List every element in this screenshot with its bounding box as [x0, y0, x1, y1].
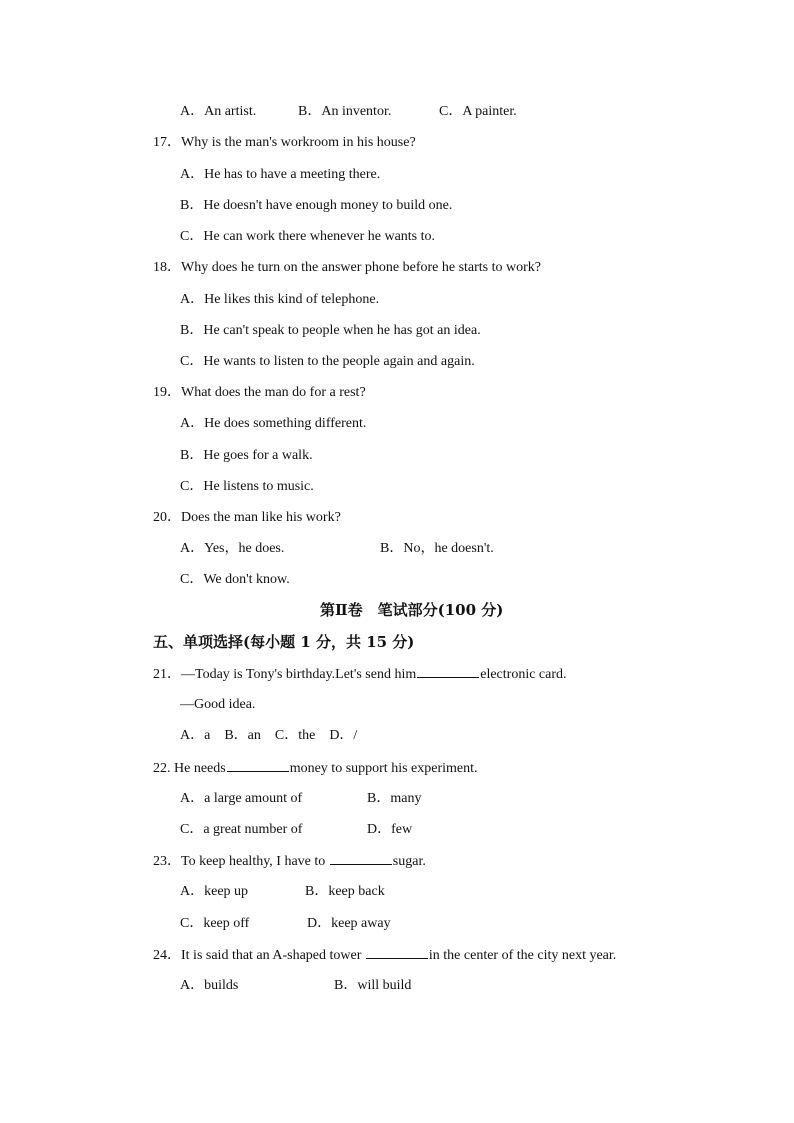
q23-stem [153, 852, 426, 871]
q24-stem [153, 946, 616, 965]
q19-option-b: B．He goes for a walk. [180, 448, 313, 463]
q24-stem-before: 24．It is said that an A-shaped tower [153, 948, 365, 963]
q22-option-d: D．few [367, 822, 413, 837]
q20-option-b: B．No，he doesn't. [380, 541, 494, 556]
q17-option-c: C．He can work there whenever he wants to. [180, 229, 436, 244]
q22-option-c: C．a great number of [180, 822, 303, 837]
q17-option-b: B．He doesn't have enough money to build one. [180, 198, 453, 213]
q22-stem-after: money to support his experiment. [289, 761, 478, 776]
q23-option-c: C．keep off [180, 916, 250, 931]
q22-stem-before: 22. He needs [153, 761, 226, 776]
q24-option-b: B．will build [334, 978, 412, 993]
q21-stem [153, 665, 567, 684]
q18-stem: 18．Why does he turn on the answer phone before he starts to work? [153, 260, 542, 275]
q18-option-c: C．He wants to listen to the people again and again. [180, 354, 475, 369]
q21-answer-blank[interactable] [417, 665, 479, 678]
q23-stem-after: sugar. [392, 854, 426, 869]
section-title: 第Ⅱ卷 笔试部分(100 分) [320, 601, 504, 619]
q23-answer-blank[interactable] [330, 852, 392, 865]
q24-option-a: A．builds [180, 978, 239, 993]
q16-option-a: A．An artist. [180, 104, 257, 119]
q19-stem: 19．What does the man do for a rest? [153, 385, 366, 400]
q16-option-b: B．An inventor. [298, 104, 392, 119]
q18-option-a: A．He likes this kind of telephone. [180, 292, 380, 307]
q20-option-a: A．Yes，he does. [180, 541, 285, 556]
q22-answer-blank[interactable] [227, 759, 289, 772]
q19-option-c: C．He listens to music. [180, 479, 314, 494]
q19-option-a: A．He does something different. [180, 416, 367, 431]
q21-options: A．a B．an C．the D．/ [180, 728, 358, 743]
q16-option-c: C．A painter. [439, 104, 517, 119]
q22-option-b: B．many [367, 791, 422, 806]
q22-option-a: A．a large amount of [180, 791, 303, 806]
q23-option-b: B．keep back [305, 884, 385, 899]
q22-stem [153, 759, 478, 778]
q23-option-d: D．keep away [307, 916, 391, 931]
q23-stem-before: 23．To keep healthy, I have to [153, 854, 329, 869]
q24-answer-blank[interactable] [366, 946, 428, 959]
q17-stem: 17．Why is the man's workroom in his house? [153, 135, 416, 150]
q20-stem: 20．Does the man like his work? [153, 510, 341, 525]
q18-option-b: B．He can't speak to people when he has got an idea. [180, 323, 481, 338]
part-title: 五、单项选择(每小题 1 分，共 15 分) [153, 633, 415, 651]
q17-option-a: A．He has to have a meeting there. [180, 167, 381, 182]
q24-stem-after: in the center of the city next year. [428, 948, 617, 963]
q21-stem-before: 21．—Today is Tony's birthday.Let's send him [153, 667, 417, 682]
q20-option-c: C．We don't know. [180, 572, 290, 587]
q23-option-a: A．keep up [180, 884, 249, 899]
q21-stem-after: electronic card. [480, 667, 567, 682]
q21-reply: —Good idea. [180, 697, 256, 712]
